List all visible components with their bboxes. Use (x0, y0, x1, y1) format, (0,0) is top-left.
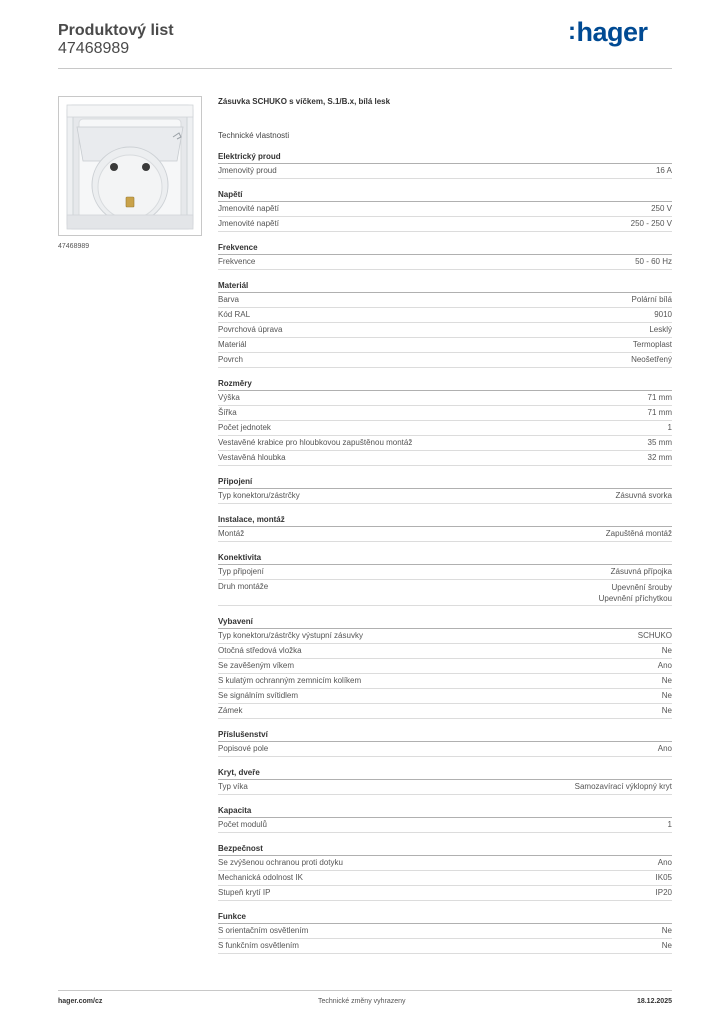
spec-label: Frekvence (218, 257, 256, 266)
group-title: Rozměry (218, 378, 672, 391)
spec-label: Vestavěné krabice pro hloubkovou zapuštěnou montáž (218, 438, 413, 447)
spec-label: Povrchová úprava (218, 325, 283, 334)
spec-label: Popisové pole (218, 744, 269, 753)
spec-row (218, 742, 672, 757)
spec-value: 16 A (655, 166, 672, 175)
spec-row (218, 293, 672, 308)
spec-value (599, 580, 672, 604)
spec-value: 71 mm (647, 393, 672, 402)
spec-group (218, 552, 672, 606)
spec-label: Typ připojení (218, 567, 264, 576)
product-name: Zásuvka SCHUKO s víčkem, S.1/B.x, bílá lesk (218, 97, 391, 106)
spec-row (218, 353, 672, 368)
spec-group (218, 280, 672, 368)
document-number: 47468989 (58, 40, 130, 57)
spec-row (218, 939, 672, 954)
spec-value: 71 mm (647, 408, 672, 417)
spec-value: Zásuvná svorka (615, 491, 672, 500)
spec-row (218, 818, 672, 833)
header-divider (58, 68, 672, 69)
spec-label: Barva (218, 295, 239, 304)
spec-group (218, 151, 672, 179)
spec-label: Druh montáže (218, 582, 269, 591)
spec-value: Ano (657, 661, 672, 670)
spec-value: Termoplast (632, 340, 672, 349)
spec-row (218, 856, 672, 871)
spec-value: Ne (661, 941, 672, 950)
socket-outlet-with-lid-image (59, 97, 201, 235)
spec-row (218, 871, 672, 886)
spec-label: Otočná středová vložka (218, 646, 302, 655)
spec-value-line: Upevnění šrouby (611, 583, 672, 592)
spec-row (218, 689, 672, 704)
group-title: Elektrický proud (218, 151, 672, 164)
logo-colon: : (568, 18, 576, 45)
group-title: Materiál (218, 280, 672, 293)
spec-row (218, 436, 672, 451)
spec-value: 32 mm (647, 453, 672, 462)
group-title: Frekvence (218, 242, 672, 255)
spec-value: Ne (661, 676, 672, 685)
spec-label: S orientačním osvětlením (218, 926, 309, 935)
spec-value: Zásuvná přípojka (610, 567, 672, 576)
spec-value: Ano (657, 858, 672, 867)
spec-value: 9010 (654, 310, 672, 319)
spec-group (218, 242, 672, 270)
spec-value: 1 (667, 423, 672, 432)
spec-value: Polární bílá (631, 295, 672, 304)
spec-group (218, 805, 672, 833)
spec-value: 1 (667, 820, 672, 829)
section-heading: Technické vlastnosti (218, 131, 290, 140)
spec-row (218, 217, 672, 232)
spec-label: Povrch (218, 355, 243, 364)
spec-row (218, 580, 672, 606)
spec-row (218, 527, 672, 542)
spec-value: IP20 (655, 888, 672, 897)
spec-row (218, 406, 672, 421)
footer-website: hager.com/cz (58, 998, 103, 1005)
spec-group (218, 189, 672, 232)
spec-row (218, 704, 672, 719)
spec-label: Počet modulů (218, 820, 267, 829)
spec-value: 250 V (651, 204, 672, 213)
spec-label: Montáž (218, 529, 245, 538)
spec-group (218, 378, 672, 466)
spec-row (218, 164, 672, 179)
spec-row (218, 780, 672, 795)
spec-row (218, 629, 672, 644)
spec-label: Zámek (218, 706, 243, 715)
spec-label: Materiál (218, 340, 247, 349)
spec-group (218, 843, 672, 901)
spec-row (218, 674, 672, 689)
group-title: Napětí (218, 189, 672, 202)
spec-row (218, 421, 672, 436)
spec-table (218, 96, 672, 964)
spec-value: 50 - 60 Hz (635, 257, 672, 266)
spec-label: Typ víka (218, 782, 248, 791)
spec-value: Ne (661, 926, 672, 935)
spec-row (218, 338, 672, 353)
spec-group (218, 616, 672, 719)
spec-label: Typ konektoru/zástrčky (218, 491, 300, 500)
spec-label: Jmenovitý proud (218, 166, 277, 175)
spec-label: Vestavěná hloubka (218, 453, 286, 462)
spec-value: Lesklý (649, 325, 672, 334)
group-title: Příslušenství (218, 729, 672, 742)
spec-groups (218, 151, 672, 954)
spec-label: Výška (218, 393, 240, 402)
spec-value: Ne (661, 646, 672, 655)
spec-group (218, 767, 672, 795)
spec-row (218, 308, 672, 323)
spec-row (218, 255, 672, 270)
footer-disclaimer: Technické změny vyhrazeny (318, 998, 406, 1005)
group-title: Funkce (218, 911, 672, 924)
logo-text: hager (576, 17, 648, 47)
spec-value-line: Upevnění příchytkou (598, 594, 672, 603)
spec-value: 250 - 250 V (630, 219, 672, 228)
spec-label: Typ konektoru/zástrčky výstupní zásuvky (218, 631, 363, 640)
spec-row (218, 391, 672, 406)
group-title: Bezpečnost (218, 843, 672, 856)
group-title: Vybavení (218, 616, 672, 629)
spec-value: Zapuštěná montáž (605, 529, 672, 538)
spec-value: Ne (661, 691, 672, 700)
hager-logo (568, 15, 648, 49)
spec-label: Se zavěšeným víkem (218, 661, 295, 670)
product-image (58, 96, 202, 236)
spec-label: Mechanická odolnost IK (218, 873, 303, 882)
spec-label: Počet jednotek (218, 423, 271, 432)
spec-group (218, 911, 672, 954)
spec-group (218, 514, 672, 542)
footer-divider (58, 990, 672, 991)
spec-label: Se signálním svítidlem (218, 691, 299, 700)
group-title: Konektivita (218, 552, 672, 565)
spec-label: Jmenovité napětí (218, 204, 279, 213)
spec-row (218, 886, 672, 901)
spec-value: Ano (657, 744, 672, 753)
spec-label: Jmenovité napětí (218, 219, 279, 228)
spec-row (218, 323, 672, 338)
spec-value: SCHUKO (637, 631, 672, 640)
page-title: Produktový list (58, 22, 174, 39)
footer-date: 18.12.2025 (636, 998, 672, 1005)
spec-row (218, 924, 672, 939)
spec-label: Šířka (218, 408, 237, 417)
spec-value: Ne (661, 706, 672, 715)
spec-value: IK05 (655, 873, 672, 882)
spec-row (218, 644, 672, 659)
spec-row (218, 565, 672, 580)
group-title: Připojení (218, 476, 672, 489)
spec-value: Neošetřený (631, 355, 672, 364)
spec-value: 35 mm (647, 438, 672, 447)
group-title: Instalace, montáž (218, 514, 672, 527)
spec-group (218, 729, 672, 757)
group-title: Kryt, dveře (218, 767, 672, 780)
spec-row (218, 489, 672, 504)
spec-label: Stupeň krytí IP (218, 888, 271, 897)
spec-label: S kulatým ochranným zemnicím kolíkem (218, 676, 362, 685)
spec-row (218, 202, 672, 217)
spec-label: Se zvýšenou ochranou proti dotyku (218, 858, 343, 867)
spec-label: Kód RAL (218, 310, 251, 319)
spec-row (218, 451, 672, 466)
image-caption: 47468989 (58, 243, 90, 250)
spec-label: S funkčním osvětlením (218, 941, 299, 950)
spec-group (218, 476, 672, 504)
spec-value: Samozavírací výklopný kryt (574, 782, 672, 791)
group-title: Kapacita (218, 805, 672, 818)
spec-row (218, 659, 672, 674)
